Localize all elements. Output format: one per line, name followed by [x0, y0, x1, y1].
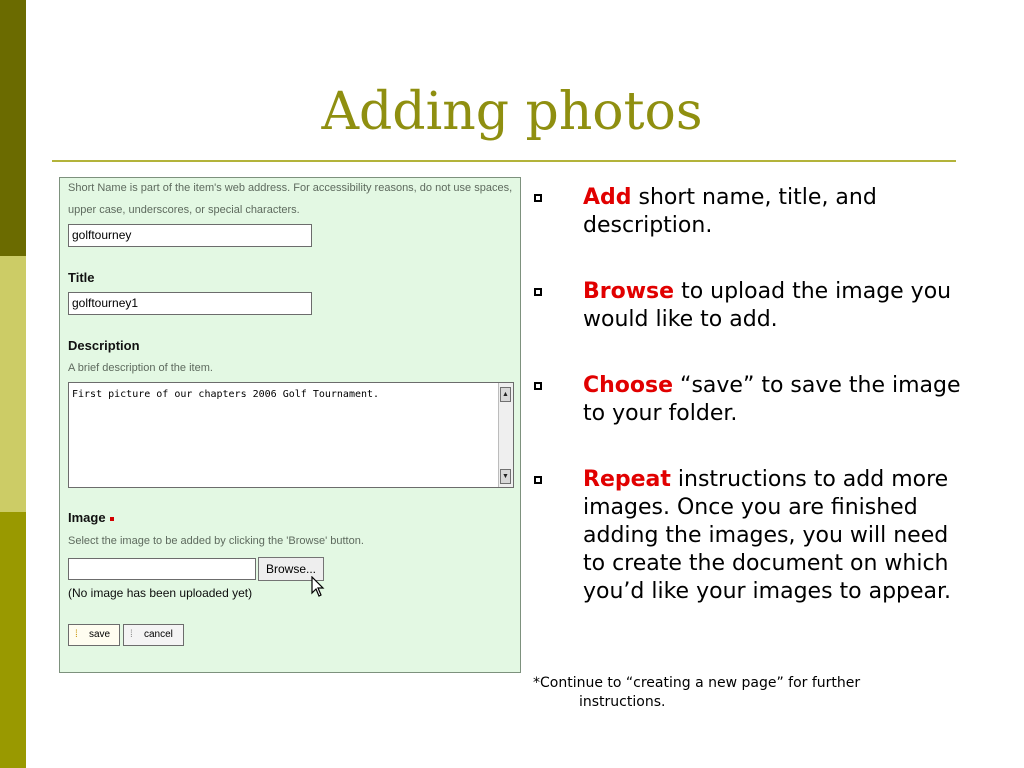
no-image-message: (No image has been uploaded yet)	[68, 586, 253, 600]
scroll-up-icon[interactable]: ▲	[500, 387, 511, 402]
short-name-input[interactable]: golftourney	[68, 224, 312, 247]
image-hint: Select the image to be added by clicking the 'Browse' button.	[68, 535, 364, 547]
decor-strip-bottom	[0, 512, 26, 768]
image-label	[68, 510, 114, 525]
cancel-label: cancel	[144, 629, 173, 640]
description-textarea[interactable]	[68, 382, 514, 488]
short-name-hint-line1: Short Name is part of the item's web address. For accessibility reasons, do not use spaces,	[68, 182, 513, 194]
list-item	[532, 466, 972, 606]
save-button[interactable]	[68, 624, 120, 646]
bullet-keyword: Browse	[583, 279, 675, 304]
bullet-text: “save” to save the image to your folder.	[583, 373, 961, 426]
save-icon: ⁞	[75, 629, 78, 640]
list-item	[532, 184, 972, 240]
slide-title: Adding photos	[321, 82, 703, 142]
list-item	[532, 278, 972, 334]
square-bullet-icon	[534, 476, 542, 484]
decor-strip-middle	[0, 256, 26, 512]
footnote-line2: instructions.	[579, 694, 666, 710]
description-text: First picture of our chapters 2006 Golf Tournament.	[72, 389, 380, 400]
required-marker-icon	[110, 517, 114, 521]
bullet-keyword: Add	[583, 185, 632, 210]
square-bullet-icon	[534, 382, 542, 390]
list-item	[532, 372, 972, 428]
cancel-button[interactable]	[123, 624, 184, 646]
description-label: Description	[68, 338, 140, 353]
short-name-hint-line2: upper case, underscores, or special characters.	[68, 204, 300, 216]
title-divider	[52, 160, 956, 162]
bullet-text: instructions to add more images. Once you are finished adding the images, you will need to create the document on which you’d like your images to appear.	[583, 467, 952, 604]
form-screenshot-panel	[59, 177, 521, 673]
instruction-list	[532, 184, 972, 644]
title-input[interactable]: golftourney1	[68, 292, 312, 315]
image-label-text: Image	[68, 510, 106, 525]
footnote	[533, 674, 953, 712]
cancel-icon: ⁞	[130, 629, 133, 640]
description-scrollbar[interactable]	[498, 383, 513, 487]
scroll-down-icon[interactable]: ▼	[500, 469, 511, 484]
square-bullet-icon	[534, 288, 542, 296]
description-hint: A brief description of the item.	[68, 362, 213, 374]
mouse-pointer-icon	[311, 576, 325, 598]
bullet-text: to upload the image you would like to add.	[583, 279, 952, 332]
save-label: save	[89, 629, 111, 640]
bullet-text: short name, title, and description.	[583, 185, 877, 238]
bullet-keyword: Choose	[583, 373, 674, 398]
title-label: Title	[68, 270, 95, 285]
browse-button[interactable]: Browse...	[258, 557, 324, 581]
bullet-keyword: Repeat	[583, 467, 671, 492]
image-file-input[interactable]	[68, 558, 256, 580]
footnote-line1: *Continue to “creating a new page” for further	[533, 675, 861, 691]
square-bullet-icon	[534, 194, 542, 202]
